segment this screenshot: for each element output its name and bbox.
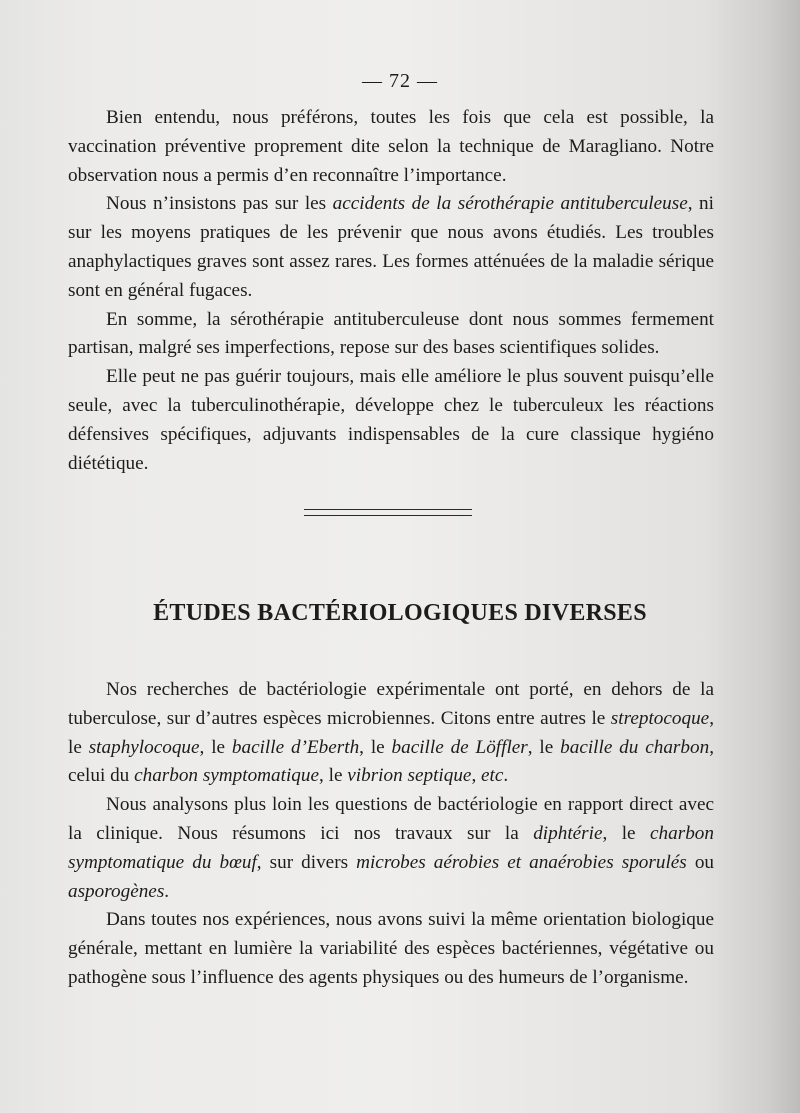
text-run: , [471, 765, 482, 787]
italic-term: accidents de la sérothérapie antituberculeuse [332, 193, 688, 215]
text-run: , le [199, 736, 232, 758]
text-run: , le [319, 765, 348, 787]
text-run: , celui du [68, 736, 714, 787]
paragraph-en-somme: En somme, la sérothérapie antituberculeuse dont nous sommes fermement partisan, malgré ses imperfections, repose sur des bases scientifiques solides. [68, 308, 714, 359]
text-run: , ni sur les moyens pratiques de les prévenir que nous avons étudiés. Les troubles anaphylactiques graves sont assez rares. Les formes atténuées de la maladie sérique sont en général fugaces. [68, 193, 714, 301]
text-run: ou [686, 851, 715, 873]
section-body-bacteriology [68, 676, 714, 993]
text-run: Nous n’insistons pas sur les [106, 193, 333, 215]
paragraph-analyses [68, 791, 714, 906]
italic-term: streptocoque [610, 707, 710, 729]
italic-term: etc [481, 765, 504, 787]
text-run: Nos recherches de bactériologie expérimentale ont porté, en dehors de la tuberculose, sur d’autres espèces microbiennes. Citons entre autres le [68, 679, 714, 729]
text-run: , le [527, 736, 561, 758]
italic-term: bacille de Löffler [391, 736, 528, 758]
italic-term: microbes aérobies et anaérobies sporulés [356, 851, 687, 873]
paragraph-vaccination: Bien entendu, nous préférons, toutes les fois que cela est possible, la vaccination préventive proprement dite selon la technique de Maragliano. Notre observation nous a permis d’en reconnaître l’importance. [68, 107, 714, 186]
text-run: , le [359, 736, 392, 758]
text-run: . [164, 880, 170, 902]
italic-term: staphylocoque [88, 736, 200, 758]
italic-term: bacille du charbon [560, 736, 710, 758]
text-run: , le [602, 822, 651, 844]
italic-term: charbon symptomatique du bœuf [68, 822, 714, 873]
italic-term: asporogènes [68, 880, 165, 902]
text-run: , le [68, 707, 714, 758]
text-run: , sur divers [256, 851, 357, 873]
italic-term: charbon symptomatique [134, 765, 320, 787]
text-run: Nous analysons plus loin les questions de bactériologie en rapport direct avec la clinique. Nous résumons ici nos travaux sur la [68, 794, 714, 844]
paragraph-experiences: Dans toutes nos expériences, nous avons suivi la même orientation biologique générale, mettant en lumière la variabilité des espèces bactériennes, végétative ou pathogène sous l’influence des agents physiques ou des humeurs de l’organisme. [68, 909, 714, 988]
italic-term: bacille d’Eberth [231, 736, 360, 758]
text-run: . [503, 765, 509, 787]
section-body-top [68, 104, 714, 478]
page-number: — 72 — [362, 70, 438, 92]
section-divider [304, 509, 472, 516]
italic-term: vibrion septique [347, 765, 472, 787]
paragraph-conclusion: Elle peut ne pas guérir toujours, mais elle améliore le plus souvent puisqu’elle seule, avec la tuberculinothérapie, développe chez le tuberculeux les réactions défensives spécifiques, adjuvants indispensables de la cure classique hygiéno diététique. [68, 366, 714, 474]
paragraph-accidents [68, 190, 714, 305]
italic-term: diphtérie [533, 822, 603, 844]
section-heading: ÉTUDES BACTÉRIOLOGIQUES DIVERSES [153, 600, 647, 626]
paragraph-recherches [68, 676, 714, 791]
